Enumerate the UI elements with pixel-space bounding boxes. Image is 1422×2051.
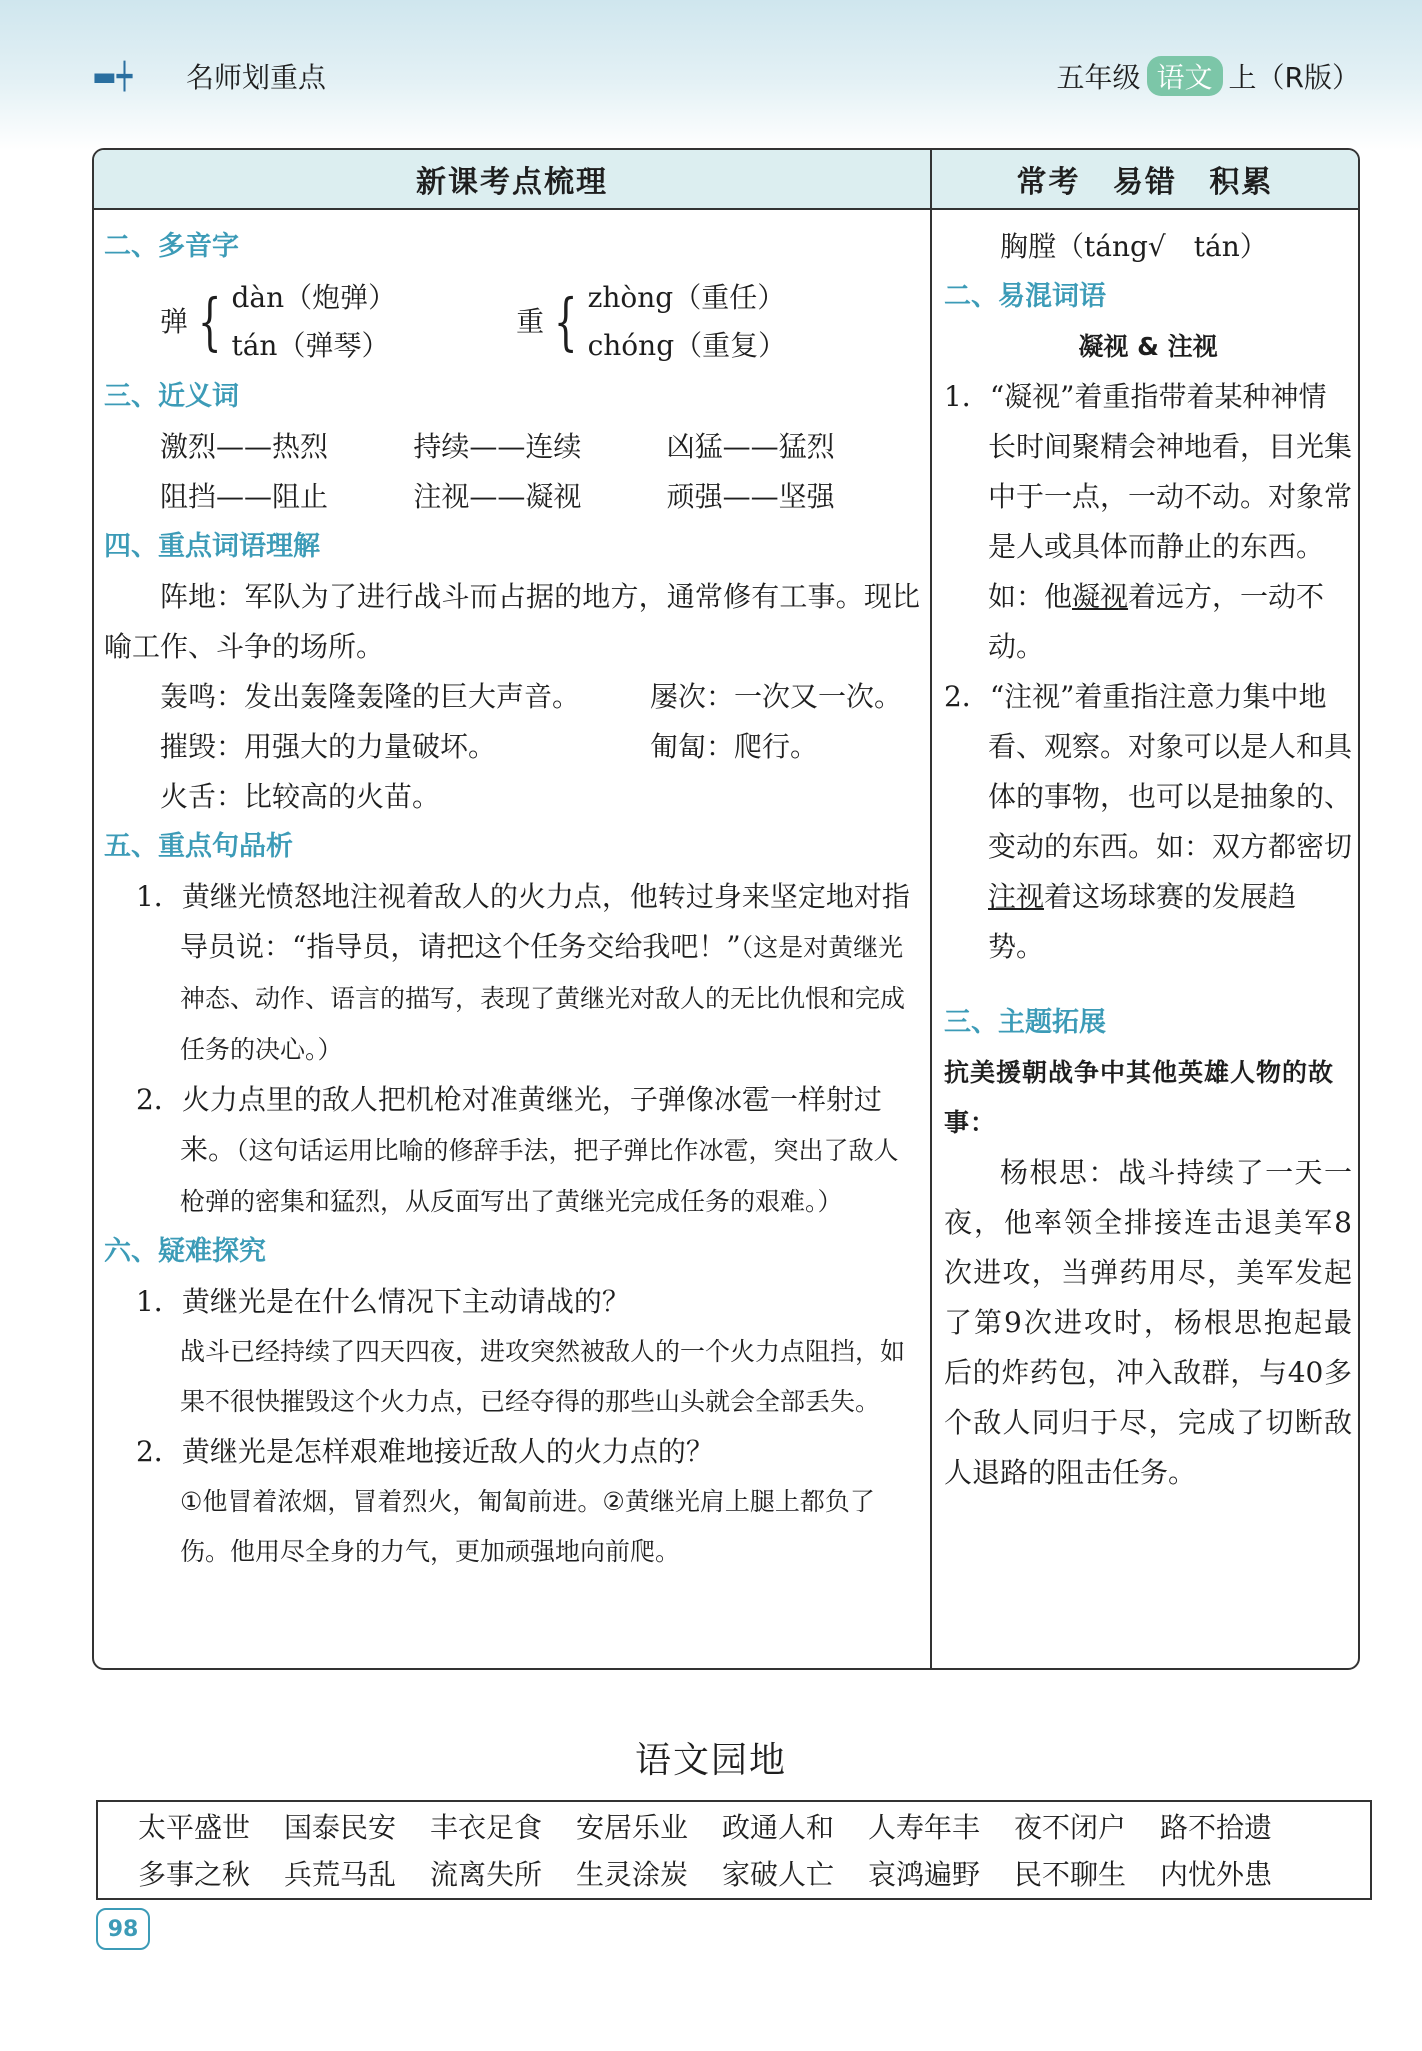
idiom: 路不拾遗 (1160, 1811, 1273, 1844)
polyphonic-list (104, 272, 920, 372)
sentence-text: 1．黄继光愤怒地注视着敌人的火力点，他转过身来坚定地对指导员说：“指导员，请把这个任务交给我吧！” (136, 880, 910, 963)
section-polyphonic: 二、多音字 (104, 231, 239, 262)
poly-char-2: 重 (516, 305, 545, 338)
garden-title: 语文园地 (634, 1740, 787, 1781)
poly2-reading-2: chóng（重复） (587, 329, 787, 362)
idiom: 生灵涂炭 (576, 1858, 689, 1891)
idiom: 丰衣足食 (430, 1811, 543, 1844)
word-definition: 摧毁：用强大的力量破坏。 (160, 730, 497, 763)
idiom: 太平盛世 (138, 1811, 251, 1844)
idiom: 国泰民安 (284, 1811, 397, 1844)
subject-badge: 语文 (1147, 56, 1223, 96)
series-title: 名师划重点 (186, 61, 327, 94)
hero-story: 杨根思：战斗持续了一天一夜，他率领全排接连击退美军8次进攻，当弹药用尽，美军发起了第9次进攻时，杨根思抱起最后的炸药包，冲入敌群，与40多个敌人同归于尽，完成了切断敌人退路的阻击任务。 (944, 1156, 1352, 1489)
idiom-box (96, 1800, 1372, 1900)
question-1: 1．黄继光是在什么情况下主动请战的？ (136, 1285, 630, 1318)
sentence-note: （这句话运用比喻的修辞手法，把子弹比作冰雹，突出了敌人枪弹的密集和猛烈，从反面写出了黄继光完成任务的艰难。） (180, 1136, 899, 1216)
poly1-reading-2: tán（弹琴） (231, 329, 390, 362)
idiom: 安居乐业 (576, 1811, 689, 1844)
idiom: 内忧外患 (1160, 1858, 1273, 1891)
note-text: 着这场球赛的发展趋势。 (988, 880, 1297, 963)
confusable-note-2 (944, 672, 1352, 972)
sentence-analysis-1 (104, 872, 920, 1075)
section-difficult-questions: 六、疑难探究 (104, 1236, 266, 1267)
section-key-sentences: 五、重点句品析 (104, 831, 293, 862)
idiom: 多事之秋 (138, 1858, 251, 1891)
logo-icon: ▬┿ (92, 62, 133, 92)
idiom: 人寿年丰 (868, 1811, 981, 1844)
synonym-pair: 注视——凝视 (413, 480, 582, 513)
section-synonyms: 三、近义词 (104, 381, 239, 412)
grade-prefix: 五年级 (1056, 61, 1141, 94)
idiom: 流离失所 (430, 1858, 543, 1891)
word-definition: 阵地：军队为了进行战斗而占据的地方，通常修有工事。现比喻工作、斗争的场所。 (104, 580, 920, 663)
brace-icon: { (554, 285, 578, 358)
word-definition: 轰鸣：发出轰隆轰隆的巨大声音。 (160, 680, 581, 713)
idiom: 家破人亡 (722, 1858, 835, 1891)
spacer (944, 972, 1352, 998)
topic-heading: 抗美援朝战争中其他英雄人物的故事： (944, 1058, 1335, 1137)
section-key-words: 四、重点词语理解 (104, 531, 320, 562)
page-number: 98 (96, 1908, 150, 1950)
sentence-note: （这是对黄继光神态、动作、语言的描写，表现了黄继光对敌人的无比仇恨和完成任务的决心。） (180, 933, 906, 1064)
sentence-text: 2．火力点里的敌人把机枪对准黄继光，子弹像冰雹一样射过来。 (136, 1083, 882, 1166)
synonym-pair: 持续——连续 (413, 430, 582, 463)
note-text: 1．“凝视”着重指带着某种神情长时间聚精会神地看，目光集中于一点，一动不动。对象常是人或具体而静止的东西。如：他 (944, 380, 1353, 613)
note-text: 着远方，一动不动。 (988, 580, 1325, 663)
underlined-word: 凝视 (1072, 580, 1129, 613)
right-column (944, 222, 1352, 1498)
underlined-word: 注视 (988, 880, 1045, 913)
sentence-analysis-2 (104, 1075, 920, 1227)
synonym-pair: 顽强——坚强 (666, 480, 835, 513)
idiom: 兵荒马乱 (284, 1858, 397, 1891)
page-header (0, 0, 1422, 150)
confusable-note-1 (944, 372, 1352, 672)
word-definition: 匍匐：爬行。 (650, 730, 819, 763)
idiom-row-2 (138, 1851, 1330, 1898)
idiom-row-1 (138, 1804, 1330, 1851)
right-column-title: 常考 易错 积累 (932, 150, 1358, 210)
synonym-row (104, 472, 920, 522)
answer-1: 战斗已经持续了四天四夜，进攻突然被敌人的一个火力点阻挡，如果不很快摧毁这个火力点，已经夺得的那些山头就会全部丢失。 (180, 1337, 906, 1416)
grade-label (1057, 56, 1361, 96)
synonym-row (104, 422, 920, 472)
idiom: 哀鸿遍野 (868, 1858, 981, 1891)
note-text: 2．“注视”着重指注意力集中地看、观察。对象可以是人和具体的事物，也可以是抽象的、变动的东西。如：双方都密切 (944, 680, 1353, 863)
word-definition-row (104, 672, 920, 722)
idiom: 民不聊生 (1014, 1858, 1127, 1891)
grade-suffix: 上（R版） (1228, 61, 1360, 94)
column-divider (930, 148, 932, 1670)
answer-2: ①他冒着浓烟，冒着烈火，匍匐前进。②黄继光肩上腿上都负了伤。他用尽全身的力气，更加顽强地向前爬。 (180, 1487, 875, 1566)
idiom: 夜不闭户 (1014, 1811, 1127, 1844)
section-theme-expansion: 三、主题拓展 (944, 1007, 1106, 1038)
word-definition-row (104, 722, 920, 772)
word-pair-title: 凝视 & 注视 (1078, 332, 1218, 361)
synonym-pair: 阻挡——阻止 (160, 480, 329, 513)
synonym-pair: 凶猛——猛烈 (666, 430, 835, 463)
question-2: 2．黄继光是怎样艰难地接近敌人的火力点的？ (136, 1435, 714, 1468)
left-column-title: 新课考点梳理 (94, 150, 930, 210)
pronunciation-item: 胸膛（táng√ tán） (1000, 230, 1268, 263)
section-confusable-words: 二、易混词语 (944, 281, 1106, 312)
poly2-reading-1: zhòng（重任） (587, 281, 786, 314)
left-column (104, 222, 920, 1577)
brace-icon: { (197, 285, 222, 358)
poly1-reading-1: dàn（炮弹） (231, 281, 397, 314)
word-definition: 火舌：比较高的火苗。 (160, 780, 441, 813)
word-definition: 屡次：一次又一次。 (650, 680, 903, 713)
idiom: 政通人和 (722, 1811, 835, 1844)
poly-char-1: 弹 (160, 305, 189, 338)
synonym-pair: 激烈——热烈 (160, 430, 329, 463)
